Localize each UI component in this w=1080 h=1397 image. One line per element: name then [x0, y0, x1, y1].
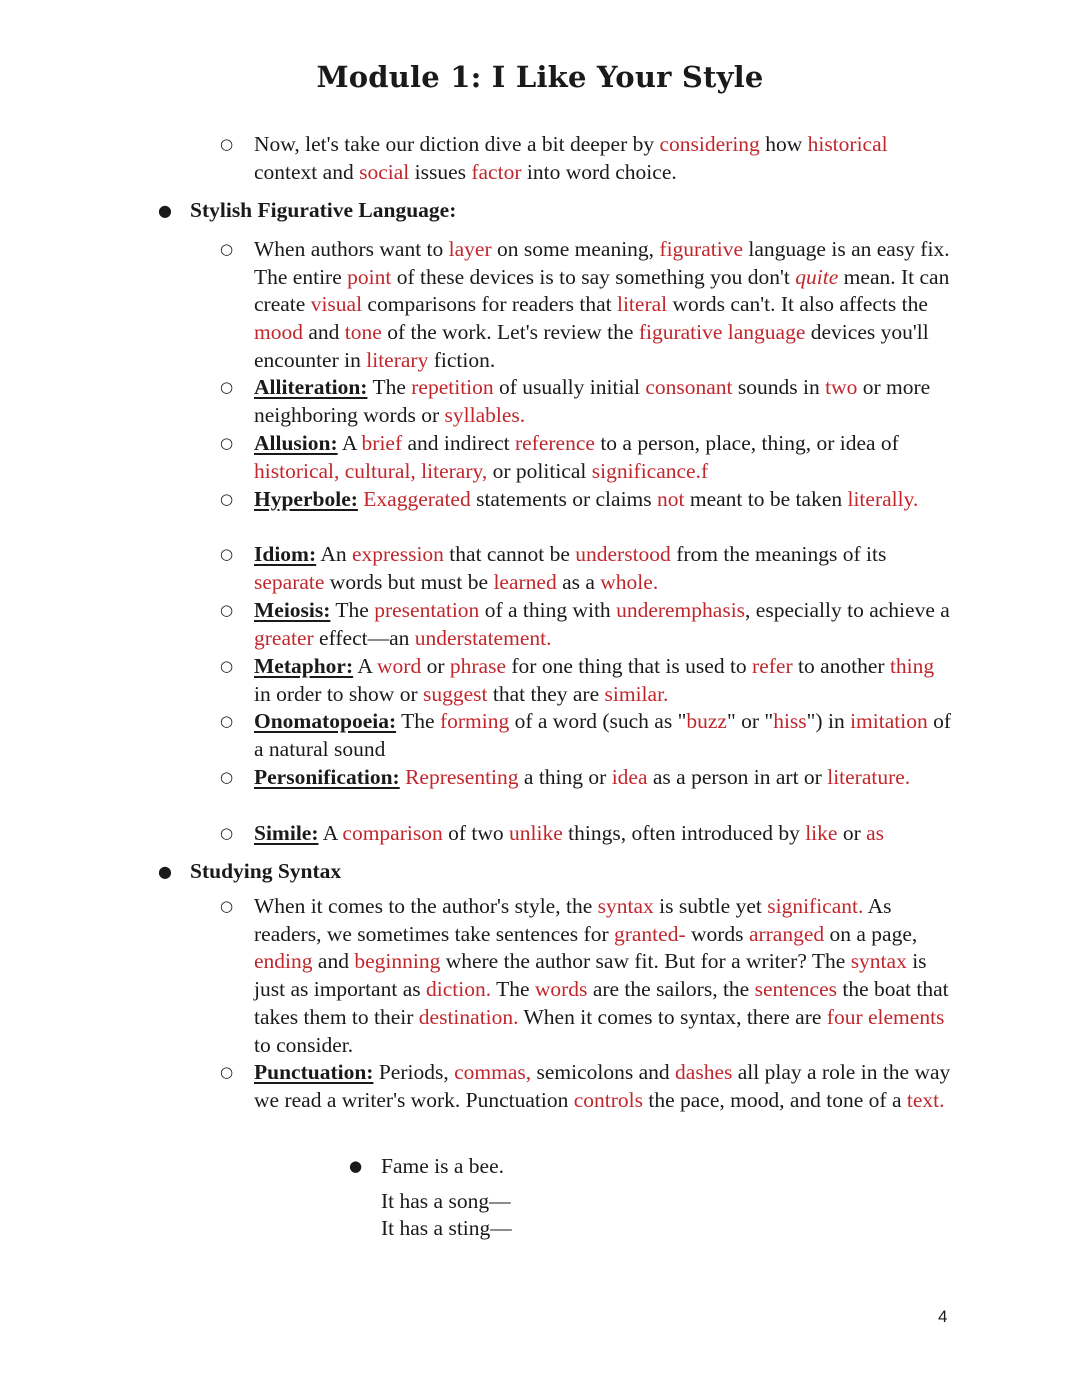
hollow-bullet-icon: ○ [220, 768, 234, 786]
term-simile: Simile: [254, 821, 319, 845]
poem-line: It has a song— [381, 1188, 511, 1213]
list-item-syntax-overview: ○ When it comes to the author's style, the syntax is subtle yet significant. As readers, we sometimes take sentences for granted- words arranged on a page, ending and beginning where the author saw fit. But for a writer? The syntax is just as important as diction. The words are the sailors, the sentences the boat that takes them to their destination. When it comes to syntax, there are four elements to consider. [220, 894, 949, 1057]
hollow-bullet-icon: ○ [220, 1063, 234, 1081]
term-hyperbole: Hyperbole: [254, 487, 358, 511]
hollow-bullet-icon: ○ [220, 601, 234, 619]
page-title: Module 1: I Like Your Style [316, 60, 764, 94]
list-item-punctuation: ○ Punctuation: Periods, commas, semicolons and dashes all play a role in the way we read a writer's work. Punctuation controls the pace, mood, and tone of a text. [220, 1060, 951, 1112]
hollow-bullet-icon: ○ [220, 378, 234, 396]
term-alliteration: Alliteration: [254, 375, 368, 399]
hollow-bullet-icon: ○ [220, 240, 234, 258]
filled-bullet-icon: ● [158, 862, 172, 881]
list-item-intro: ○ Now, let's take our diction dive a bit deeper by considering how historical context and social issues factor into word choice. [220, 132, 888, 184]
term-allusion: Allusion: [254, 431, 338, 455]
section-heading-figurative: ● Stylish Figurative Language: [190, 197, 950, 225]
term-punctuation: Punctuation: [254, 1060, 374, 1084]
list-item-meiosis: ○ Meiosis: The presentation of a thing with underemphasis, especially to achieve a greater effect—an understatement. [220, 598, 950, 650]
list-item-hyperbole: ○ Hyperbole: Exaggerated statements or claims not meant to be taken literally. [254, 486, 954, 514]
hollow-bullet-icon: ○ [220, 824, 234, 842]
term-idiom: Idiom: [254, 542, 317, 566]
list-item-simile: ○ Simile: A comparison of two unlike things, often introduced by like or as [254, 820, 954, 848]
hollow-bullet-icon: ○ [220, 545, 234, 563]
list-item-onomatopoeia: ○ Onomatopoeia: The forming of a word (such as "buzz" or "hiss") in imitation of a natural sound [220, 709, 952, 761]
hollow-bullet-icon: ○ [220, 897, 234, 915]
hollow-bullet-icon: ○ [220, 135, 234, 153]
hollow-bullet-icon: ○ [220, 434, 234, 452]
poem-excerpt [349, 1153, 781, 1243]
poem-line: Fame is a bee. [381, 1154, 504, 1178]
list-item-alliteration: ○ Alliteration: The repetition of usually initial consonant sounds in two or more neighboring words or syllables. [220, 375, 931, 427]
page-number: 4 [938, 1307, 948, 1326]
section-heading-syntax: ● Studying Syntax [190, 858, 950, 886]
term-onomatopoeia: Onomatopoeia: [254, 709, 397, 733]
hollow-bullet-icon: ○ [220, 657, 234, 675]
hollow-bullet-icon: ○ [220, 490, 234, 508]
filled-bullet-icon: ● [158, 201, 172, 220]
list-item-metaphor: ○ Metaphor: A word or phrase for one thing that is used to refer to another thing in order to show or suggest that they are similar. [220, 654, 935, 706]
list-item-personification: ○ Personification: Representing a thing or idea as a person in art or literature. [254, 764, 954, 792]
list-item-idiom: ○ Idiom: An expression that cannot be understood from the meanings of its separate words but must be learned as a whole. [220, 542, 887, 594]
term-metaphor: Metaphor: [254, 654, 354, 678]
poem-line: It has a sting— [381, 1216, 512, 1241]
term-personification: Personification: [254, 765, 400, 789]
filled-bullet-icon: ● [349, 1157, 363, 1175]
list-item-figurative-overview: ○ When authors want to layer on some meaning, figurative language is an easy fix. The entire point of these devices is to say something you don't quite mean. It can create visual comparisons for readers that literal words can't. It also affects the mood and tone of the work. Let's review the figurative language devices you'll encounter in literary fiction. [220, 237, 950, 372]
term-meiosis: Meiosis: [254, 598, 331, 622]
hollow-bullet-icon: ○ [220, 712, 234, 730]
list-item-allusion: ○ Allusion: A brief and indirect reference to a person, place, thing, or idea of historical, cultural, literary, or political significance.f [220, 431, 899, 483]
